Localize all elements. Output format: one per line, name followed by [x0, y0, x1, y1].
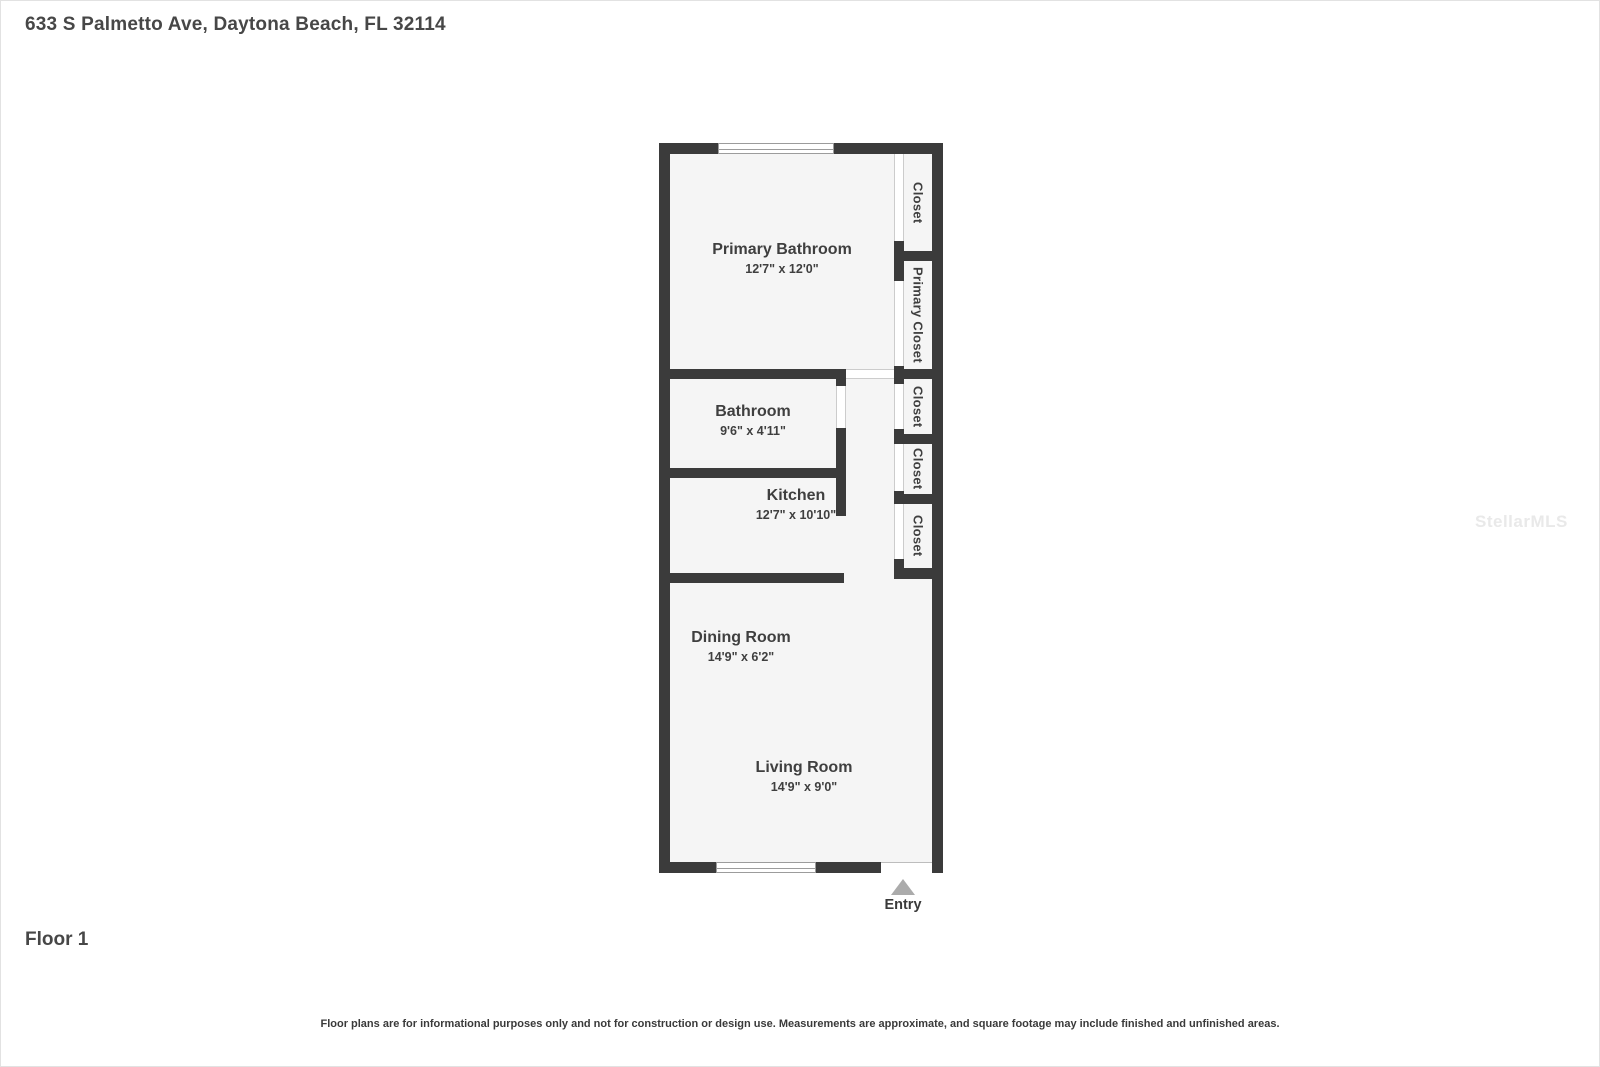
closet-label: Closet: [910, 181, 926, 224]
wall-segment: [836, 369, 846, 386]
wall-segment: [659, 143, 670, 873]
closet-2: [904, 379, 932, 434]
closet-4: [904, 504, 932, 568]
closet-1: [904, 154, 932, 251]
room-name: Living Room: [755, 759, 853, 776]
wall-segment: [659, 573, 844, 583]
room-living: [704, 759, 904, 794]
room-name: Primary Bathroom: [712, 241, 852, 258]
entry-arrow-icon: [891, 879, 915, 895]
room-bathroom: [653, 403, 853, 438]
room-dimensions: 12'7" x 12'0": [745, 261, 819, 276]
closet-label: Closet: [910, 385, 926, 428]
stellar-mls-watermark: StellarMLS: [1475, 512, 1568, 531]
closet-label: Closet: [910, 448, 926, 490]
room-primary-bathroom: [682, 241, 882, 276]
page-title: 633 S Palmetto Ave, Daytona Beach, FL 32114: [25, 14, 446, 35]
door-opening: [844, 369, 894, 379]
room-dimensions: 12'7" x 10'10": [755, 507, 837, 522]
wall-segment: [894, 434, 943, 444]
window-icon: [716, 862, 816, 873]
room-name: Bathroom: [715, 403, 791, 420]
wall-segment: [659, 369, 844, 379]
room-dimensions: 14'9" x 9'0": [770, 779, 838, 794]
wall-segment: [659, 468, 846, 478]
wall-segment: [894, 494, 943, 504]
room-dimensions: 14'9" x 6'2": [707, 649, 775, 664]
room-dining: [641, 629, 841, 664]
entry-label: Entry: [884, 897, 922, 913]
floor-number-label: Floor 1: [25, 929, 89, 950]
wall-segment: [894, 369, 943, 379]
closet-label: Closet: [910, 515, 926, 557]
wall-segment: [894, 568, 943, 579]
window-icon: [718, 143, 834, 154]
closet-door-opening: [894, 281, 904, 366]
closet-door-opening: [894, 444, 904, 491]
disclaimer-text: Floor plans are for informational purposes only and not for construction or design use. Measurements are approximate, and square footage may include finished and unfinished areas.: [320, 1018, 1280, 1030]
room-dimensions: 9'6" x 4'11": [720, 423, 786, 438]
closet-door-opening: [894, 154, 904, 241]
room-name: Dining Room: [691, 629, 791, 646]
room-name: Kitchen: [766, 487, 826, 504]
closet-label: Primary Closet: [910, 267, 926, 363]
closet-3: [904, 444, 932, 494]
entry-opening: [881, 862, 932, 873]
wall-segment: [894, 241, 904, 281]
wall-segment: [894, 251, 943, 261]
closet-primary: [904, 261, 932, 369]
closet-door-opening: [894, 384, 904, 429]
room-kitchen: [696, 487, 896, 522]
